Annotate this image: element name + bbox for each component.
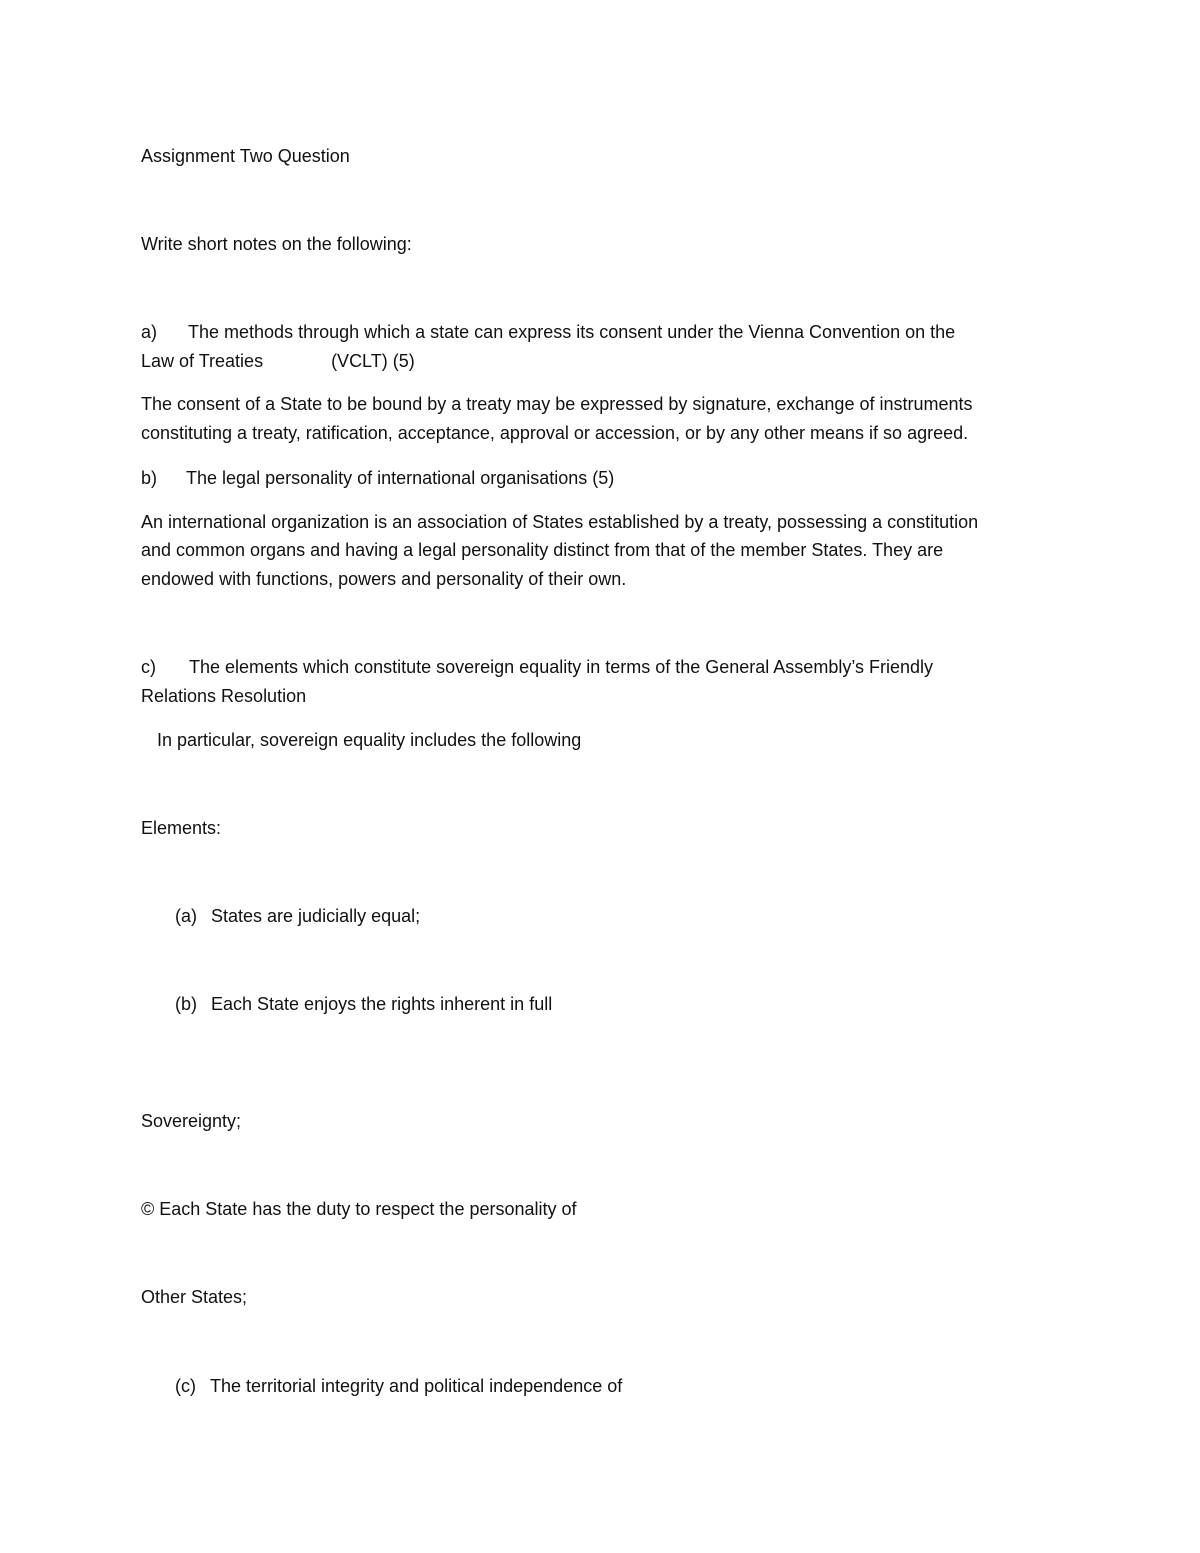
element-item-copyright: © Each State has the duty to respect the personality of: [141, 1199, 577, 1219]
instruction-text: Write short notes on the following:: [141, 234, 412, 254]
other-states-text: Other States;: [141, 1287, 248, 1307]
question-b-marker: b): [141, 468, 158, 488]
question-b-line: [141, 464, 614, 492]
question-a-line-1: [141, 318, 955, 346]
answer-b-line-1: An international organization is an association of States established by a treaty, possessing a constitution: [141, 512, 979, 532]
question-a-vclt: (VCLT) (5): [331, 351, 415, 371]
question-a-text: The methods through which a state can express its consent under the Vienna Convention on the: [188, 322, 956, 342]
answer-b-line-3: endowed with functions, powers and personality of their own.: [141, 569, 627, 589]
question-c-marker: c): [141, 657, 156, 677]
sovereignty-text: Sovereignty;: [141, 1111, 242, 1131]
element-a-marker: (a): [175, 906, 197, 926]
question-a-line-2: [141, 347, 415, 375]
element-b-marker: (b): [175, 994, 197, 1014]
question-c-line-2: Relations Resolution: [141, 686, 307, 706]
answer-c-intro: In particular, sovereign equality includes the following: [157, 730, 582, 750]
element-c-text: The territorial integrity and political independence of: [210, 1376, 623, 1396]
question-c-text: The elements which constitute sovereign equality in terms of the General Assembly’s Friendly: [189, 657, 934, 677]
element-item-b: [175, 990, 552, 1018]
answer-b-line-2: and common organs and having a legal personality distinct from that of the member States. They are: [141, 540, 944, 560]
question-a-law-of-treaties: Law of Treaties: [141, 351, 264, 371]
answer-a-line-1: The consent of a State to be bound by a treaty may be expressed by signature, exchange of instruments: [141, 394, 973, 414]
question-b-text: The legal personality of international organisations (5): [186, 468, 615, 488]
question-c-line-1: [141, 653, 933, 681]
answer-a-line-2: constituting a treaty, ratification, acceptance, approval or accession, or by any other means if so agreed.: [141, 423, 969, 443]
element-item-a: [175, 902, 420, 930]
elements-label: Elements:: [141, 818, 222, 838]
document-title: Assignment Two Question: [141, 146, 350, 166]
element-a-text: States are judicially equal;: [211, 906, 421, 926]
question-a-marker: a): [141, 322, 158, 342]
element-b-text: Each State enjoys the rights inherent in full: [211, 994, 553, 1014]
element-item-c: [175, 1372, 622, 1400]
element-c-marker: (c): [175, 1376, 196, 1396]
